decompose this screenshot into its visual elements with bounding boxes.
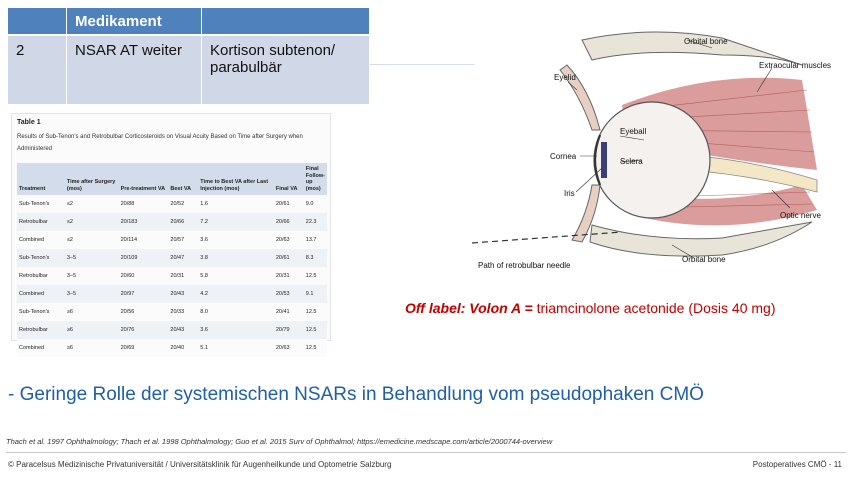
study-cell: 20/31 — [168, 267, 198, 285]
study-cell: Combined — [17, 285, 65, 303]
study-cell: 20/69 — [119, 339, 169, 357]
study-row — [17, 195, 327, 213]
study-cell: 12.5 — [304, 321, 327, 339]
study-cell: 20/60 — [119, 267, 169, 285]
study-cell: 20/41 — [274, 303, 304, 321]
study-cell: 12.5 — [304, 339, 327, 357]
study-cell: 20/56 — [119, 303, 169, 321]
study-row — [17, 213, 327, 231]
study-cell: 20/47 — [168, 249, 198, 267]
bullet-point: - Geringe Rolle der systemischen NSARs in Behandlung vom pseudophaken CMÖ — [8, 384, 704, 405]
med-row-note: Kortison subtenon/ parabulbär — [202, 35, 370, 104]
study-cell: Retrobulbar — [17, 213, 65, 231]
study-cell: 3–5 — [65, 249, 119, 267]
study-cell: ≥6 — [65, 339, 119, 357]
study-cell: 20/43 — [168, 285, 198, 303]
study-cell: 20/97 — [119, 285, 169, 303]
label-extraocular-muscles: Extraocular muscles — [759, 61, 832, 70]
label-needle-path: Path of retrobulbar needle — [478, 261, 571, 270]
divider-line — [370, 64, 475, 65]
study-cell: 13.7 — [304, 231, 327, 249]
study-cell: 20/31 — [274, 267, 304, 285]
study-cell: ≤2 — [65, 195, 119, 213]
study-cell: Sub-Tenon's — [17, 303, 65, 321]
study-cell: Combined — [17, 231, 65, 249]
study-cell: 20/33 — [168, 303, 198, 321]
study-cell: 7.2 — [198, 213, 274, 231]
medication-table — [8, 8, 370, 104]
references: Thach et al. 1997 Ophthalmology; Thach et al. 1998 Ophthalmology; Guo et al. 2015 Surv of Ophthalmol; https://emedicine.medscape.com/article/2000744-overview — [6, 437, 553, 446]
study-row — [17, 231, 327, 249]
study-cell: Combined — [17, 339, 65, 357]
study-cell: ≤2 — [65, 231, 119, 249]
footer-page: Postoperatives CMÖ - 11 — [752, 460, 842, 469]
label-orbital-bone-top: Orbital bone — [684, 37, 728, 46]
medication-row — [8, 35, 370, 104]
study-table-body — [17, 195, 327, 357]
study-cell: 22.3 — [304, 213, 327, 231]
label-eyeball: Eyeball — [620, 127, 647, 136]
iris-shape — [601, 142, 607, 178]
study-table-title: Table 1 — [17, 119, 41, 126]
footer-divider — [6, 452, 846, 453]
med-header-note — [202, 8, 370, 35]
study-cell: 20/114 — [119, 231, 169, 249]
study-cell: 20/43 — [168, 321, 198, 339]
study-cell: 20/79 — [274, 321, 304, 339]
study-header-cell: Final Follow-up (mos) — [304, 163, 327, 195]
study-cell: 3–5 — [65, 267, 119, 285]
study-cell: 20/61 — [274, 249, 304, 267]
study-header-row — [17, 163, 327, 195]
study-header-cell: Time after Surgery (mos) — [65, 163, 119, 195]
study-cell: 5.8 — [198, 267, 274, 285]
study-cell: 12.5 — [304, 267, 327, 285]
study-cell: 3.6 — [198, 231, 274, 249]
study-cell: 20/76 — [119, 321, 169, 339]
study-cell: 20/109 — [119, 249, 169, 267]
study-cell: Sub-Tenon's — [17, 249, 65, 267]
study-cell: 8.0 — [198, 303, 274, 321]
study-cell: Retrobulbar — [17, 267, 65, 285]
label-iris: Iris — [564, 189, 575, 198]
study-cell: 3.8 — [198, 249, 274, 267]
med-row-drug: NSAR AT weiter — [67, 35, 202, 104]
study-cell: 20/66 — [274, 213, 304, 231]
study-cell: 1.6 — [198, 195, 274, 213]
study-cell: ≥6 — [65, 303, 119, 321]
study-header-cell: Time to Best VA after Last Injection (mos) — [198, 163, 274, 195]
study-cell: 20/66 — [168, 213, 198, 231]
study-cell: 3.6 — [198, 321, 274, 339]
medication-header-row — [8, 8, 370, 35]
study-cell: Sub-Tenon's — [17, 195, 65, 213]
study-cell: 20/40 — [168, 339, 198, 357]
footer-institution: © Paracelsus Medizinische Privatuniversität / Universitätsklinik für Augenheilkunde und Optometrie Salzburg — [8, 460, 392, 469]
off-label-note — [405, 300, 775, 316]
study-cell: 20/63 — [274, 339, 304, 357]
study-table-caption: Results of Sub-Tenon's and Retrobulbar Corticosteroids on Visual Acuity Based on Time after Surgery when Administered — [17, 134, 303, 152]
study-cell: Retrobulbar — [17, 321, 65, 339]
med-header-num — [8, 8, 67, 35]
study-row — [17, 339, 327, 357]
study-cell: 20/52 — [168, 195, 198, 213]
study-cell: 12.5 — [304, 303, 327, 321]
med-header-drug: Medikament — [67, 8, 202, 35]
study-cell: ≥6 — [65, 321, 119, 339]
orbital-bone-bottom-shape — [590, 222, 812, 256]
label-optic-nerve: Optic nerve — [780, 211, 821, 220]
study-row — [17, 303, 327, 321]
study-cell: 20/183 — [119, 213, 169, 231]
study-header-cell: Final VA — [274, 163, 304, 195]
study-header-cell: Pre-treatment VA — [119, 163, 169, 195]
label-orbital-bone-bottom: Orbital bone — [682, 255, 726, 264]
study-row — [17, 249, 327, 267]
eyeball-shape — [594, 102, 710, 218]
study-row — [17, 321, 327, 339]
study-cell: 20/57 — [168, 231, 198, 249]
med-row-num: 2 — [8, 35, 67, 104]
study-header-cell: Best VA — [168, 163, 198, 195]
study-cell: 20/53 — [274, 285, 304, 303]
study-cell: 8.3 — [304, 249, 327, 267]
label-cornea: Cornea — [550, 152, 577, 161]
study-row — [17, 267, 327, 285]
study-cell: 3–5 — [65, 285, 119, 303]
study-row — [17, 285, 327, 303]
study-cell: 9.0 — [304, 195, 327, 213]
study-cell: 20/61 — [274, 195, 304, 213]
label-sclera: Sclera — [620, 157, 643, 166]
study-cell: ≤2 — [65, 213, 119, 231]
study-cell: 9.1 — [304, 285, 327, 303]
study-cell: 20/88 — [119, 195, 169, 213]
off-label-rest: triamcinolone acetonide (Dosis 40 mg) — [536, 300, 776, 316]
study-table — [17, 163, 327, 357]
study-table-figure — [11, 113, 331, 351]
study-cell: 4.2 — [198, 285, 274, 303]
off-label-lead: Off label: Volon A = — [405, 300, 537, 316]
study-header-cell: Treatment — [17, 163, 65, 195]
eye-anatomy-diagram — [472, 10, 850, 272]
study-cell: 5.1 — [198, 339, 274, 357]
study-cell: 20/63 — [274, 231, 304, 249]
label-eyelid: Eyelid — [554, 73, 576, 82]
